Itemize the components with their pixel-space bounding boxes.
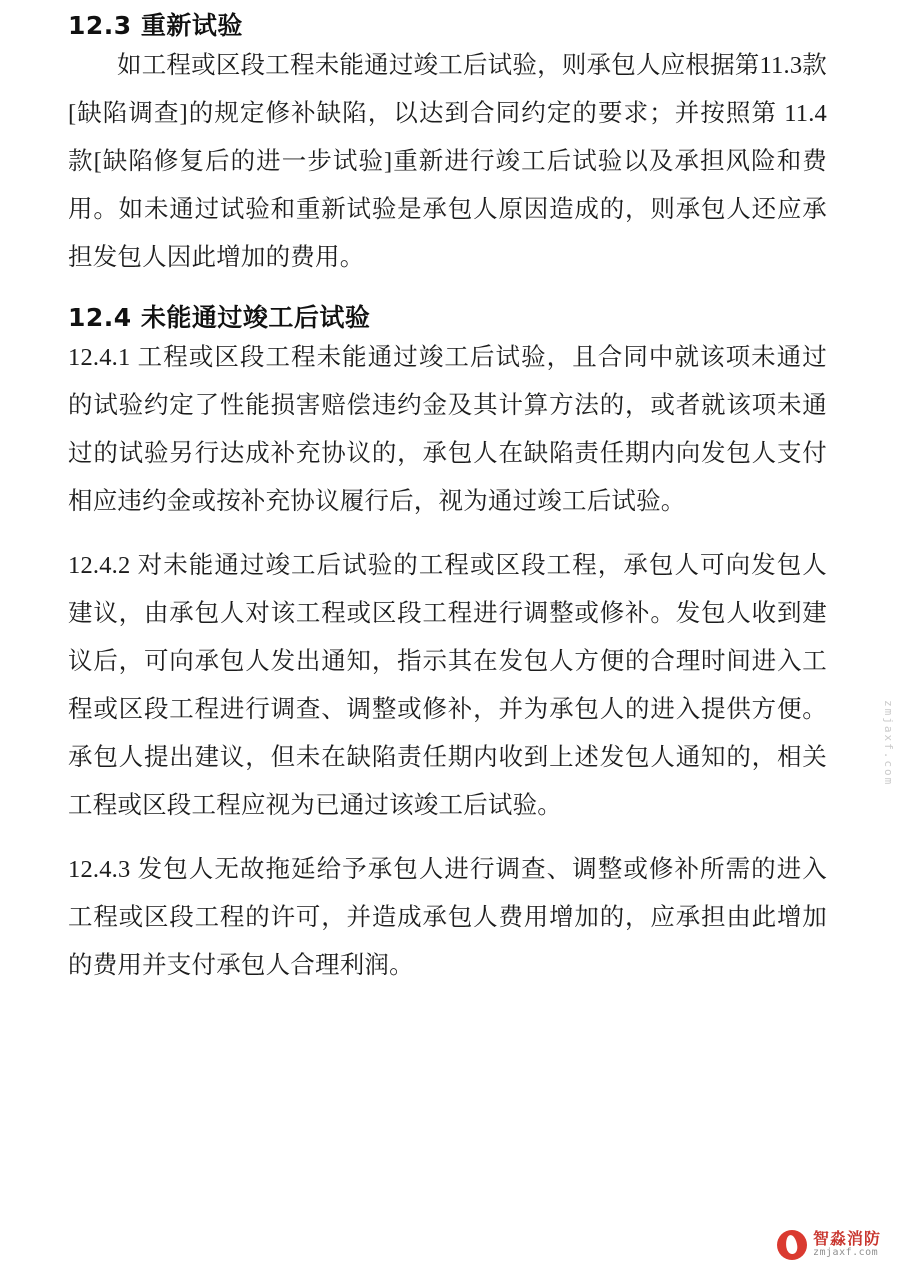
watermark-site: zmjaxf.com bbox=[812, 1247, 879, 1259]
paragraph-12-3-1: 如工程或区段工程未能通过竣工后试验，则承包人应根据第11.3款[缺陷调查]的规定修补缺陷，以达到合同约定的要求；并按照第 11.4 款[缺陷修复后的进一步试验]重新进行竣工后试验以及承担风险和费用。如未通过试验和重新试验是承包人原因造成的，则承包人还应承担发包人因此增加的费用。 bbox=[68, 52, 827, 271]
section-heading-12-3: 12.3 重新试验 bbox=[68, 11, 243, 40]
flame-icon bbox=[777, 1230, 807, 1260]
watermark-logo bbox=[777, 1230, 881, 1260]
paragraph-12-4-3: 12.4.3 发包人无故拖延给予承包人进行调查、调整或修补所需的进入工程或区段工程的许可，并造成承包人费用增加的，应承担由此增加的费用并支付承包人合理利润。 bbox=[68, 856, 827, 979]
watermark-brand: 智淼消防 bbox=[812, 1229, 881, 1249]
paragraph-12-4-1: 12.4.1 工程或区段工程未能通过竣工后试验，且合同中就该项未通过的试验约定了性能损害赔偿违约金及其计算方法的，或者就该项未通过的试验另行达成补充协议的，承包人在缺陷责任期内向发包人支付相应违约金或按补充协议履行后，视为通过竣工后试验。 bbox=[68, 344, 827, 515]
paragraph-12-4-2: 12.4.2 对未能通过竣工后试验的工程或区段工程，承包人可向发包人建议，由承包人对该工程或区段工程进行调整或修补。发包人收到建议后，可向承包人发出通知，指示其在发包人方便的合理时间进入工程或区段工程进行调查、调整或修补，并为承包人的进入提供方便。承包人提出建议，但未在缺陷责任期内收到上述发包人通知的，相关工程或区段工程应视为已通过该竣工后试验。 bbox=[68, 552, 827, 819]
side-watermark-text: zmjaxf.com bbox=[882, 700, 895, 787]
watermark-text-block bbox=[813, 1231, 881, 1258]
section-heading-12-4: 12.4 未能通过竣工后试验 bbox=[68, 303, 371, 332]
